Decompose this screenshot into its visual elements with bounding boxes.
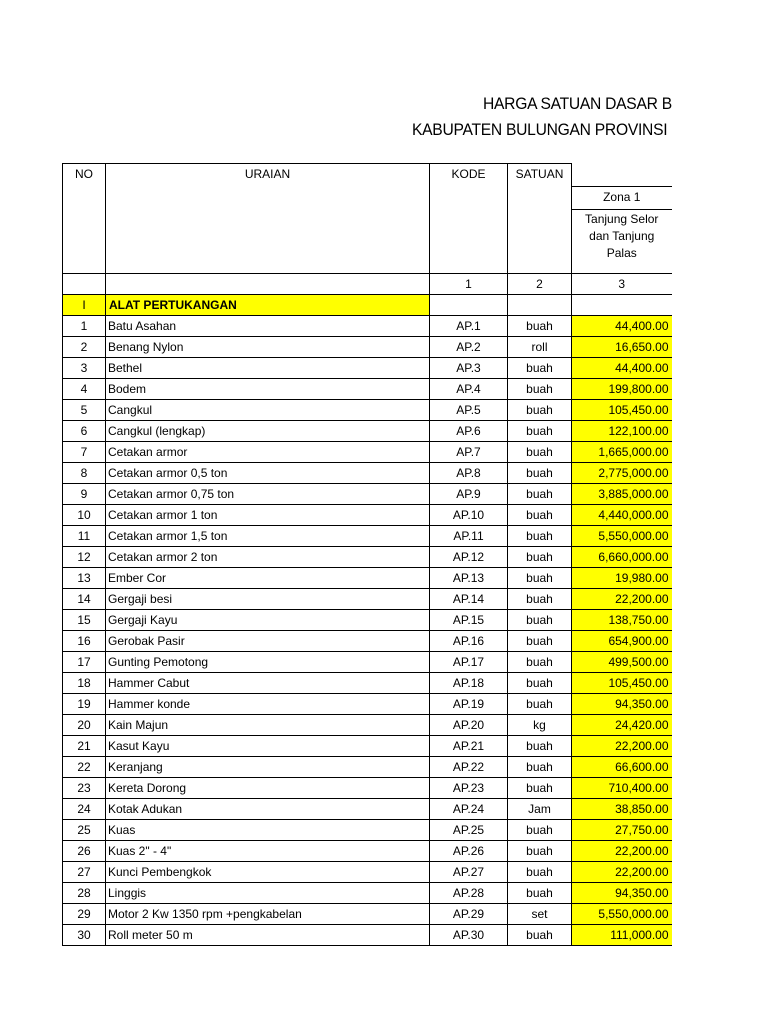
row-name: Kereta Dorong (106, 777, 430, 798)
row-price: 4,440,000.00 (572, 504, 672, 525)
col-number-1: 1 (430, 273, 508, 294)
row-code: AP.2 (430, 336, 508, 357)
row-unit: buah (508, 840, 572, 861)
row-no: 26 (63, 840, 106, 861)
row-name: Cangkul (106, 399, 430, 420)
row-unit: buah (508, 756, 572, 777)
row-code: AP.15 (430, 609, 508, 630)
row-code: AP.25 (430, 819, 508, 840)
row-name: Gergaji Kayu (106, 609, 430, 630)
row-no: 15 (63, 609, 106, 630)
row-price: 44,400.00 (572, 357, 672, 378)
row-price: 5,550,000.00 (572, 903, 672, 924)
table-row (63, 882, 672, 903)
row-price: 138,750.00 (572, 609, 672, 630)
table-row (63, 483, 672, 504)
row-unit: buah (508, 315, 572, 336)
row-name: Hammer konde (106, 693, 430, 714)
row-unit: buah (508, 609, 572, 630)
row-unit: buah (508, 546, 572, 567)
table-row (63, 504, 672, 525)
table-row (63, 441, 672, 462)
section-name: ALAT PERTUKANGAN (106, 294, 430, 315)
row-price: 3,885,000.00 (572, 483, 672, 504)
row-unit: Jam (508, 798, 572, 819)
table-row (63, 861, 672, 882)
table-row (63, 714, 672, 735)
row-code: AP.30 (430, 924, 508, 945)
row-price: 19,980.00 (572, 567, 672, 588)
row-price: 122,100.00 (572, 420, 672, 441)
row-name: Kunci Pembengkok (106, 861, 430, 882)
row-code: AP.17 (430, 651, 508, 672)
row-price: 16,650.00 (572, 336, 672, 357)
table-row (63, 672, 672, 693)
table-row (63, 924, 672, 945)
row-no: 24 (63, 798, 106, 819)
header-uraian: URAIAN (106, 164, 430, 274)
row-price: 22,200.00 (572, 735, 672, 756)
row-no: 6 (63, 420, 106, 441)
row-price: 22,200.00 (572, 840, 672, 861)
row-code: AP.29 (430, 903, 508, 924)
row-price: 654,900.00 (572, 630, 672, 651)
header-row (63, 164, 672, 187)
row-name: Kasut Kayu (106, 735, 430, 756)
document-subtitle: KABUPATEN BULUNGAN PROVINSI (412, 120, 668, 139)
row-no: 9 (63, 483, 106, 504)
row-no: 27 (63, 861, 106, 882)
row-name: Kuas (106, 819, 430, 840)
row-price: 5,550,000.00 (572, 525, 672, 546)
header-satuan: SATUAN (508, 164, 572, 274)
header-zone-name: Zona 1 (572, 186, 672, 209)
row-name: Batu Asahan (106, 315, 430, 336)
table-row (63, 798, 672, 819)
row-no: 17 (63, 651, 106, 672)
row-code: AP.14 (430, 588, 508, 609)
table-row (63, 462, 672, 483)
table-row (63, 840, 672, 861)
row-no: 12 (63, 546, 106, 567)
table-row (63, 735, 672, 756)
row-code: AP.1 (430, 315, 508, 336)
row-name: Ember Cor (106, 567, 430, 588)
row-no: 25 (63, 819, 106, 840)
row-name: Kuas 2" - 4" (106, 840, 430, 861)
row-price: 1,665,000.00 (572, 441, 672, 462)
row-no: 8 (63, 462, 106, 483)
row-no: 28 (63, 882, 106, 903)
row-no: 18 (63, 672, 106, 693)
row-name: Motor 2 Kw 1350 rpm +pengkabelan (106, 903, 430, 924)
table-row (63, 609, 672, 630)
row-price: 22,200.00 (572, 861, 672, 882)
row-name: Cetakan armor (106, 441, 430, 462)
col-number-3: 3 (572, 273, 672, 294)
row-unit: buah (508, 693, 572, 714)
row-unit: buah (508, 504, 572, 525)
table-row (63, 546, 672, 567)
row-code: AP.21 (430, 735, 508, 756)
table-row (63, 819, 672, 840)
row-code: AP.12 (430, 546, 508, 567)
row-name: Roll meter 50 m (106, 924, 430, 945)
table-row (63, 357, 672, 378)
row-code: AP.27 (430, 861, 508, 882)
row-name: Cangkul (lengkap) (106, 420, 430, 441)
table-row (63, 693, 672, 714)
row-no: 1 (63, 315, 106, 336)
table-row (63, 315, 672, 336)
row-name: Cetakan armor 2 ton (106, 546, 430, 567)
row-unit: buah (508, 420, 572, 441)
row-unit: buah (508, 399, 572, 420)
row-code: AP.26 (430, 840, 508, 861)
row-name: Bodem (106, 378, 430, 399)
table-row (63, 378, 672, 399)
row-code: AP.3 (430, 357, 508, 378)
row-no: 20 (63, 714, 106, 735)
row-price: 105,450.00 (572, 672, 672, 693)
row-code: AP.11 (430, 525, 508, 546)
row-unit: buah (508, 441, 572, 462)
row-no: 7 (63, 441, 106, 462)
table-row (63, 756, 672, 777)
row-price: 22,200.00 (572, 588, 672, 609)
row-no: 16 (63, 630, 106, 651)
row-unit: buah (508, 861, 572, 882)
row-unit: buah (508, 630, 572, 651)
row-unit: buah (508, 672, 572, 693)
row-name: Cetakan armor 1 ton (106, 504, 430, 525)
row-name: Cetakan armor 1,5 ton (106, 525, 430, 546)
row-no: 5 (63, 399, 106, 420)
header-zone-area: Tanjung Selor dan Tanjung Palas (572, 209, 672, 273)
row-code: AP.6 (430, 420, 508, 441)
row-code: AP.16 (430, 630, 508, 651)
row-price: 199,800.00 (572, 378, 672, 399)
row-code: AP.20 (430, 714, 508, 735)
row-code: AP.7 (430, 441, 508, 462)
row-price: 27,750.00 (572, 819, 672, 840)
row-price: 111,000.00 (572, 924, 672, 945)
row-unit: buah (508, 525, 572, 546)
row-code: AP.4 (430, 378, 508, 399)
row-no: 30 (63, 924, 106, 945)
row-unit: buah (508, 777, 572, 798)
row-unit: kg (508, 714, 572, 735)
row-name: Hammer Cabut (106, 672, 430, 693)
row-name: Gunting Pemotong (106, 651, 430, 672)
row-code: AP.24 (430, 798, 508, 819)
row-unit: buah (508, 462, 572, 483)
row-no: 13 (63, 567, 106, 588)
row-name: Gergaji besi (106, 588, 430, 609)
row-unit: buah (508, 378, 572, 399)
table-row (63, 777, 672, 798)
row-code: AP.23 (430, 777, 508, 798)
table-row (63, 630, 672, 651)
document-title: HARGA SATUAN DASAR B (483, 94, 672, 113)
row-price: 94,350.00 (572, 693, 672, 714)
row-code: AP.22 (430, 756, 508, 777)
row-code: AP.28 (430, 882, 508, 903)
row-unit: buah (508, 735, 572, 756)
table-row (63, 903, 672, 924)
row-code: AP.18 (430, 672, 508, 693)
row-no: 3 (63, 357, 106, 378)
row-name: Bethel (106, 357, 430, 378)
table-row (63, 651, 672, 672)
row-no: 19 (63, 693, 106, 714)
row-unit: buah (508, 819, 572, 840)
table-row (63, 420, 672, 441)
table-row (63, 525, 672, 546)
row-no: 23 (63, 777, 106, 798)
column-number-row (63, 273, 672, 294)
row-unit: buah (508, 357, 572, 378)
row-name: Kotak Adukan (106, 798, 430, 819)
row-no: 10 (63, 504, 106, 525)
row-price: 44,400.00 (572, 315, 672, 336)
row-name: Cetakan armor 0,75 ton (106, 483, 430, 504)
row-code: AP.10 (430, 504, 508, 525)
table-row (63, 567, 672, 588)
row-price: 38,850.00 (572, 798, 672, 819)
row-name: Linggis (106, 882, 430, 903)
row-price: 499,500.00 (572, 651, 672, 672)
table-row (63, 336, 672, 357)
row-no: 29 (63, 903, 106, 924)
section-no: I (63, 294, 106, 315)
col-number-2: 2 (508, 273, 572, 294)
row-code: AP.13 (430, 567, 508, 588)
table-row (63, 588, 672, 609)
row-unit: buah (508, 924, 572, 945)
row-price: 24,420.00 (572, 714, 672, 735)
row-unit: buah (508, 882, 572, 903)
row-unit: buah (508, 651, 572, 672)
row-no: 4 (63, 378, 106, 399)
table-row (63, 399, 672, 420)
price-table (62, 163, 672, 946)
row-no: 11 (63, 525, 106, 546)
row-name: Gerobak Pasir (106, 630, 430, 651)
header-no: NO (63, 164, 106, 274)
row-no: 14 (63, 588, 106, 609)
row-unit: buah (508, 588, 572, 609)
row-price: 710,400.00 (572, 777, 672, 798)
row-no: 2 (63, 336, 106, 357)
row-price: 2,775,000.00 (572, 462, 672, 483)
row-no: 21 (63, 735, 106, 756)
row-unit: buah (508, 567, 572, 588)
section-row (63, 294, 672, 315)
row-unit: roll (508, 336, 572, 357)
header-kode: KODE (430, 164, 508, 274)
row-code: AP.19 (430, 693, 508, 714)
row-price: 66,600.00 (572, 756, 672, 777)
row-name: Kain Majun (106, 714, 430, 735)
row-unit: buah (508, 483, 572, 504)
row-price: 94,350.00 (572, 882, 672, 903)
row-code: AP.5 (430, 399, 508, 420)
row-code: AP.8 (430, 462, 508, 483)
row-name: Keranjang (106, 756, 430, 777)
row-price: 105,450.00 (572, 399, 672, 420)
row-name: Benang Nylon (106, 336, 430, 357)
row-price: 6,660,000.00 (572, 546, 672, 567)
row-name: Cetakan armor 0,5 ton (106, 462, 430, 483)
row-no: 22 (63, 756, 106, 777)
row-unit: set (508, 903, 572, 924)
row-code: AP.9 (430, 483, 508, 504)
